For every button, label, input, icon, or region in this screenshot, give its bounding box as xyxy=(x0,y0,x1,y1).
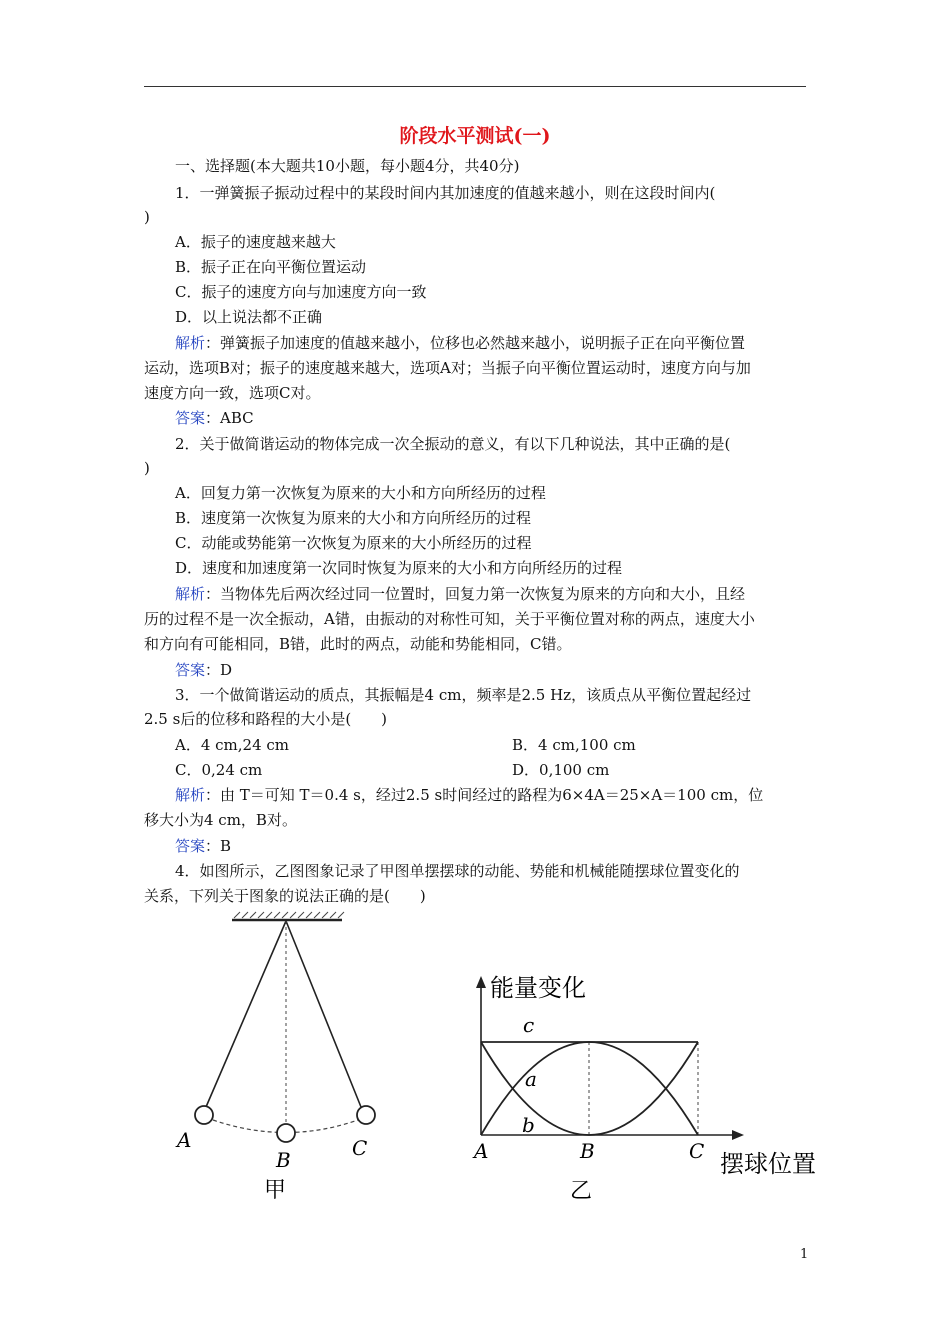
string-right xyxy=(286,921,361,1107)
q1-option-b: B．振子正在向平衡位置运动 xyxy=(175,258,367,276)
page-title: 阶段水平测试(一) xyxy=(399,125,551,147)
answer-label: 答案 xyxy=(175,409,206,427)
analysis-label: 解析 xyxy=(175,585,206,603)
page-number: 1 xyxy=(800,1247,809,1262)
q2-answer: 答案：D xyxy=(175,661,233,679)
q3-answer: 答案：B xyxy=(175,837,232,855)
section-heading: 一、选择题(本大题共10小题，每小题4分，共40分) xyxy=(175,157,520,175)
x-axis-arrow xyxy=(732,1130,744,1140)
q3-option-a: A．4 cm,24 cm xyxy=(175,736,290,754)
q2-stem-end: ) xyxy=(144,459,150,477)
string-left xyxy=(206,921,286,1107)
ball-a xyxy=(195,1106,213,1124)
q2-option-d: D．速度和加速度第一次同时恢复为原来的大小和方向所经历的过程 xyxy=(175,559,623,577)
ceiling-support xyxy=(232,912,344,920)
q1-answer: 答案：ABC xyxy=(175,409,254,427)
x-label-a: A xyxy=(474,1139,489,1163)
curve-label-b: b xyxy=(522,1113,535,1137)
q2-analysis: 解析：当物体先后两次经过同一位置时，回复力第一次恢复为原来的方向和大小，且经 xyxy=(175,585,746,603)
q1-option-c: C．振子的速度方向与加速度方向一致 xyxy=(175,283,427,301)
answer-label: 答案 xyxy=(175,661,206,679)
x-label-b: B xyxy=(580,1139,595,1163)
q3-option-b: B．4 cm,100 cm xyxy=(512,736,636,754)
label-b: B xyxy=(276,1148,291,1172)
q2-option-c: C．动能或势能第一次恢复为原来的大小所经历的过程 xyxy=(175,534,532,552)
q3-option-c: C．0,24 cm xyxy=(175,761,263,779)
q3-option-d: D．0,100 cm xyxy=(512,761,610,779)
q3-stem-end: 2.5 s后的位移和路程的大小是( ) xyxy=(144,710,388,728)
q1-stem: 1．一弹簧振子振动过程中的某段时间内其加速度的值越来越小，则在这段时间内( xyxy=(175,184,716,202)
y-axis-label: 能量变化 xyxy=(490,974,586,1002)
q1-analysis-line: 运动，选项B对；振子的速度越来越大，选项A对；当振子向平衡位置运动时，速度方向与加 xyxy=(144,359,751,377)
q1-option-d: D．以上说法都不正确 xyxy=(175,308,323,326)
ball-b xyxy=(277,1124,295,1142)
q2-stem: 2．关于做简谐运动的物体完成一次全振动的意义，有以下几种说法，其中正确的是( xyxy=(175,435,731,453)
analysis-label: 解析 xyxy=(175,334,206,352)
q3-stem: 3．一个做简谐运动的质点，其振幅是4 cm，频率是2.5 Hz，该质点从平衡位置起经过 xyxy=(175,686,752,704)
q1-analysis-line: 速度方向一致，选项C对。 xyxy=(144,384,321,402)
figure-caption-jia: 甲 xyxy=(264,1178,287,1203)
label-a: A xyxy=(177,1128,192,1152)
q2-option-a: A．回复力第一次恢复为原来的大小和方向所经历的过程 xyxy=(175,484,546,502)
q3-analysis: 解析：由 T＝可知 T＝0.4 s，经过2.5 s时间经过的路程为6×4A＝25×A＝100 cm，位 xyxy=(175,786,764,804)
q1-stem-end: ) xyxy=(144,208,150,226)
q1-option-a: A．振子的速度越来越大 xyxy=(175,233,336,251)
q2-option-b: B．速度第一次恢复为原来的大小和方向所经历的过程 xyxy=(175,509,532,527)
header-rule xyxy=(144,86,806,87)
q1-analysis: 解析：弹簧振子加速度的值越来越小，位移也必然越来越小，说明振子正在向平衡位置 xyxy=(175,334,746,352)
ball-c xyxy=(357,1106,375,1124)
analysis-label: 解析 xyxy=(175,786,206,804)
curve-label-a: a xyxy=(525,1067,537,1091)
figure-jia-pendulum xyxy=(160,905,400,1205)
q2-analysis-line: 和方向有可能相同，B错，此时的两点，动能和势能相同，C错。 xyxy=(144,635,572,653)
figure-yi-energy-graph xyxy=(460,960,840,1205)
q2-analysis-line: 历的过程不是一次全振动，A错，由振动的对称性可知，关于平衡位置对称的两点，速度大小 xyxy=(144,610,755,628)
figure-caption-yi: 乙 xyxy=(570,1179,593,1204)
curve-label-c: c xyxy=(523,1013,535,1037)
x-label-c: C xyxy=(689,1139,705,1163)
x-axis-label: 摆球位置 xyxy=(720,1150,816,1178)
label-c: C xyxy=(352,1136,368,1160)
q4-stem-end: 关系，下列关于图象的说法正确的是( ) xyxy=(144,887,426,905)
answer-label: 答案 xyxy=(175,837,206,855)
y-axis-arrow xyxy=(476,976,486,988)
q3-analysis-line: 移大小为4 cm，B对。 xyxy=(144,811,297,829)
q4-stem: 4．如图所示，乙图图象记录了甲图单摆摆球的动能、势能和机械能随摆球位置变化的 xyxy=(175,862,740,880)
